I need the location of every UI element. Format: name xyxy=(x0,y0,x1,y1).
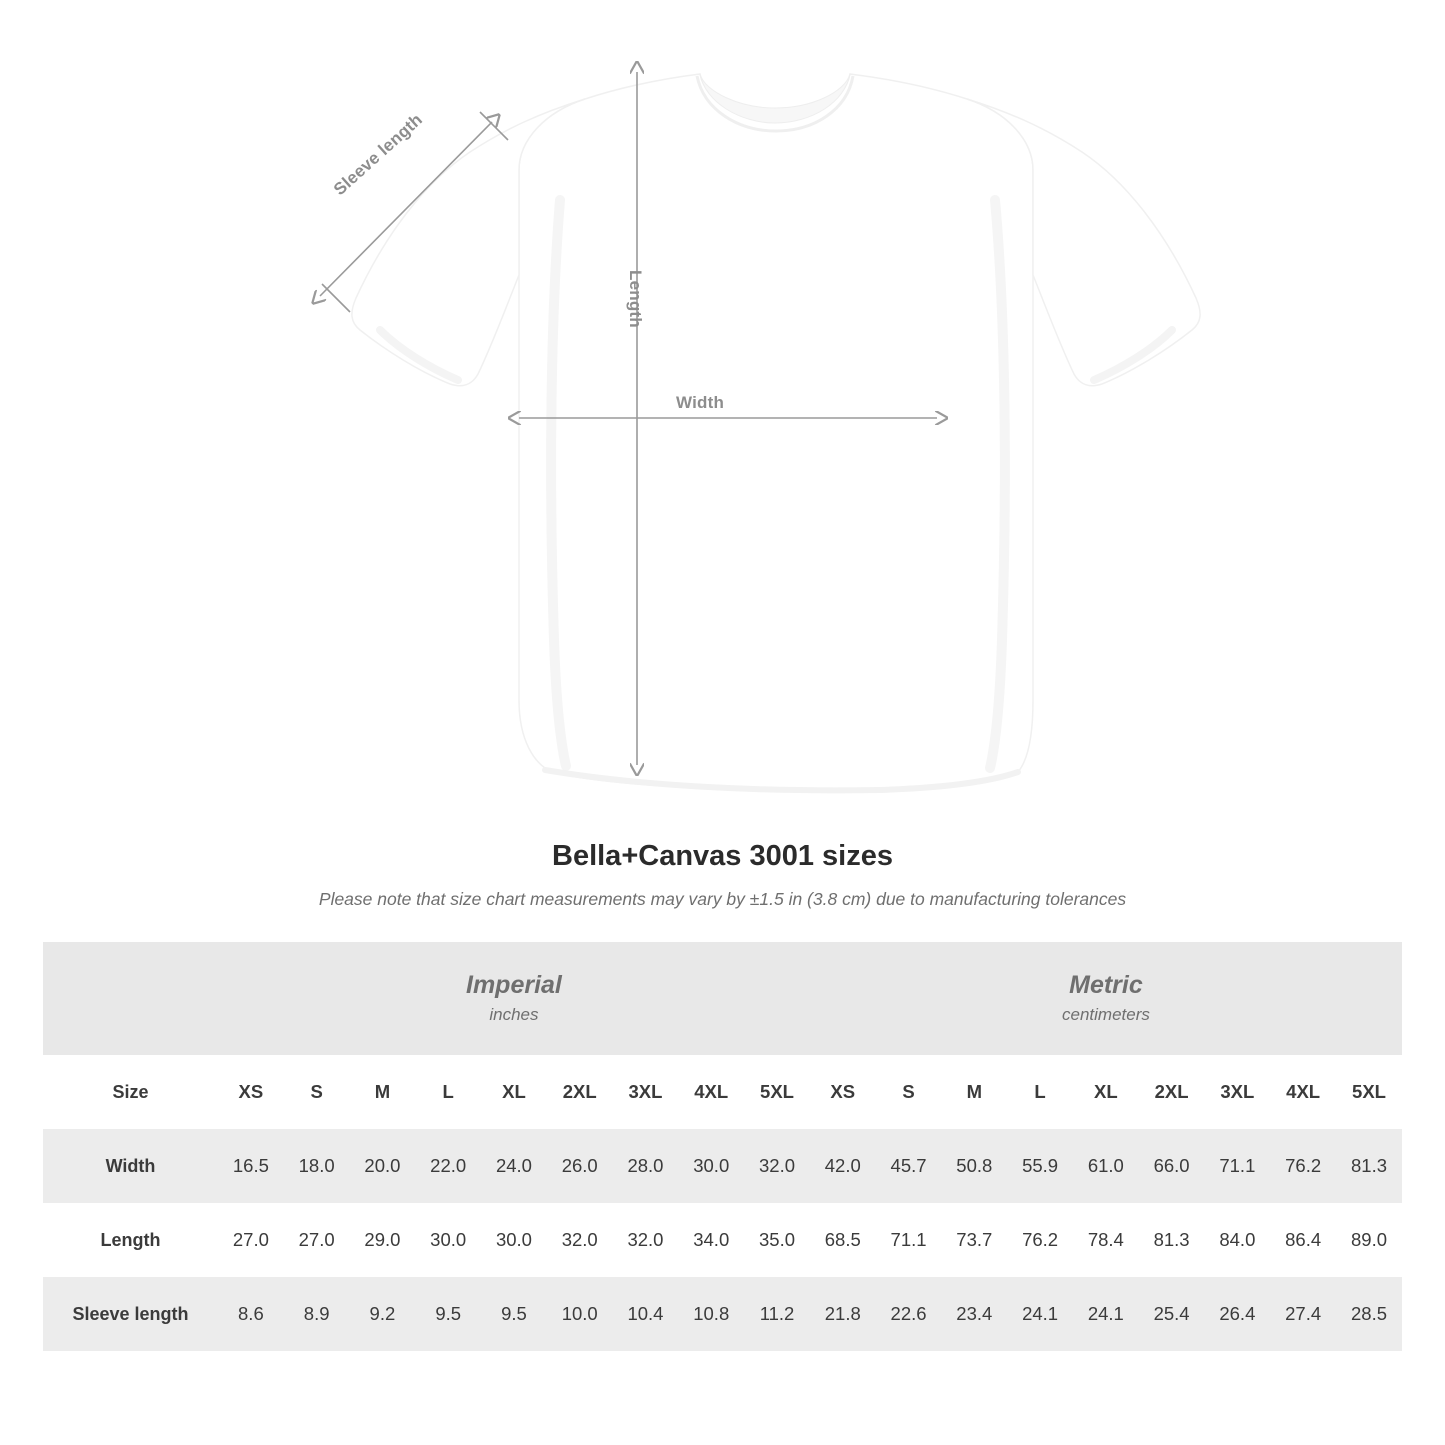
measurement-value: 34.0 xyxy=(678,1203,744,1277)
width-label: Width xyxy=(676,393,725,412)
measurement-value: 68.5 xyxy=(810,1203,876,1277)
size-header-row xyxy=(43,1055,1402,1129)
measurement-value: 26.4 xyxy=(1204,1277,1270,1351)
unit-group-row xyxy=(43,942,1402,1055)
measurement-value: 16.5 xyxy=(218,1129,284,1203)
measurement-value: 23.4 xyxy=(941,1277,1007,1351)
measurement-value: 10.0 xyxy=(547,1277,613,1351)
sleeve-length-label: Sleeve length xyxy=(330,109,427,200)
measurement-value: 8.6 xyxy=(218,1277,284,1351)
measurement-value: 22.6 xyxy=(876,1277,942,1351)
measurement-value: 10.4 xyxy=(613,1277,679,1351)
measurement-value: 9.2 xyxy=(350,1277,416,1351)
measurement-value: 30.0 xyxy=(415,1203,481,1277)
size-column-header: 4XL xyxy=(678,1055,744,1129)
measurement-value: 42.0 xyxy=(810,1129,876,1203)
measurement-value: 30.0 xyxy=(678,1129,744,1203)
measurement-value: 18.0 xyxy=(284,1129,350,1203)
size-table-wrap xyxy=(43,942,1402,1351)
measurement-value: 71.1 xyxy=(1204,1129,1270,1203)
shirt-shape xyxy=(352,74,1200,790)
measurement-value: 27.0 xyxy=(218,1203,284,1277)
size-column-header: S xyxy=(284,1055,350,1129)
measurement-value: 10.8 xyxy=(678,1277,744,1351)
measurement-value: 28.0 xyxy=(613,1129,679,1203)
title-block xyxy=(0,840,1445,910)
size-column-header: 4XL xyxy=(1270,1055,1336,1129)
measurement-value: 50.8 xyxy=(941,1129,1007,1203)
unit-group-sub: centimeters xyxy=(1062,1005,1150,1025)
measurement-value: 84.0 xyxy=(1204,1203,1270,1277)
table-row xyxy=(43,1129,1402,1203)
table-row xyxy=(43,1277,1402,1351)
size-column-header: L xyxy=(1007,1055,1073,1129)
measurement-value: 76.2 xyxy=(1007,1203,1073,1277)
measurement-value: 61.0 xyxy=(1073,1129,1139,1203)
measurement-label: Width xyxy=(43,1129,218,1203)
measurement-value: 76.2 xyxy=(1270,1129,1336,1203)
unit-group-imperial xyxy=(218,942,810,1055)
measurement-value: 9.5 xyxy=(415,1277,481,1351)
measurement-value: 22.0 xyxy=(415,1129,481,1203)
measurement-value: 27.4 xyxy=(1270,1277,1336,1351)
measurement-value: 27.0 xyxy=(284,1203,350,1277)
table-row xyxy=(43,1203,1402,1277)
size-table xyxy=(43,942,1402,1351)
measurement-value: 81.3 xyxy=(1336,1129,1402,1203)
measurement-value: 26.0 xyxy=(547,1129,613,1203)
size-column-header: S xyxy=(876,1055,942,1129)
unit-group-name: Metric xyxy=(1069,971,1143,999)
size-column-header: 3XL xyxy=(1204,1055,1270,1129)
measurement-value: 28.5 xyxy=(1336,1277,1402,1351)
unit-group-sub: inches xyxy=(489,1005,539,1025)
measurement-value: 35.0 xyxy=(744,1203,810,1277)
size-column-header: L xyxy=(415,1055,481,1129)
page-title: Bella+Canvas 3001 sizes xyxy=(552,840,893,872)
measurement-value: 73.7 xyxy=(941,1203,1007,1277)
measurement-value: 32.0 xyxy=(547,1203,613,1277)
measurement-value: 32.0 xyxy=(744,1129,810,1203)
measurement-value: 30.0 xyxy=(481,1203,547,1277)
measurement-value: 66.0 xyxy=(1139,1129,1205,1203)
measurement-value: 24.1 xyxy=(1007,1277,1073,1351)
measurement-value: 25.4 xyxy=(1139,1277,1205,1351)
measurement-value: 29.0 xyxy=(350,1203,416,1277)
measurement-value: 86.4 xyxy=(1270,1203,1336,1277)
measurement-value: 71.1 xyxy=(876,1203,942,1277)
size-column-header: 2XL xyxy=(1139,1055,1205,1129)
tolerance-note: Please note that size chart measurements may vary by ±1.5 in (3.8 cm) due to manufacturing tolerances xyxy=(318,889,1127,909)
size-column-header: XS xyxy=(218,1055,284,1129)
measurement-value: 8.9 xyxy=(284,1277,350,1351)
size-column-header: 5XL xyxy=(1336,1055,1402,1129)
measurement-value: 11.2 xyxy=(744,1277,810,1351)
unit-group-spacer xyxy=(43,942,218,1055)
size-column-header: M xyxy=(941,1055,1007,1129)
length-label: Length xyxy=(626,270,645,328)
unit-group-name: Imperial xyxy=(466,971,562,999)
unit-group-metric xyxy=(810,942,1402,1055)
measurement-value: 32.0 xyxy=(613,1203,679,1277)
size-column-header: 5XL xyxy=(744,1055,810,1129)
measurement-value: 24.1 xyxy=(1073,1277,1139,1351)
size-header-label: Size xyxy=(43,1055,218,1129)
measurement-value: 81.3 xyxy=(1139,1203,1205,1277)
measurement-value: 45.7 xyxy=(876,1129,942,1203)
size-column-header: XL xyxy=(1073,1055,1139,1129)
measurement-label: Sleeve length xyxy=(43,1277,218,1351)
size-column-header: XS xyxy=(810,1055,876,1129)
size-column-header: 2XL xyxy=(547,1055,613,1129)
measurement-value: 24.0 xyxy=(481,1129,547,1203)
measurement-label: Length xyxy=(43,1203,218,1277)
measurement-value: 89.0 xyxy=(1336,1203,1402,1277)
measurement-value: 9.5 xyxy=(481,1277,547,1351)
size-column-header: 3XL xyxy=(613,1055,679,1129)
measurement-value: 55.9 xyxy=(1007,1129,1073,1203)
measurement-value: 78.4 xyxy=(1073,1203,1139,1277)
size-column-header: M xyxy=(350,1055,416,1129)
measurement-value: 20.0 xyxy=(350,1129,416,1203)
measurement-value: 21.8 xyxy=(810,1277,876,1351)
size-column-header: XL xyxy=(481,1055,547,1129)
